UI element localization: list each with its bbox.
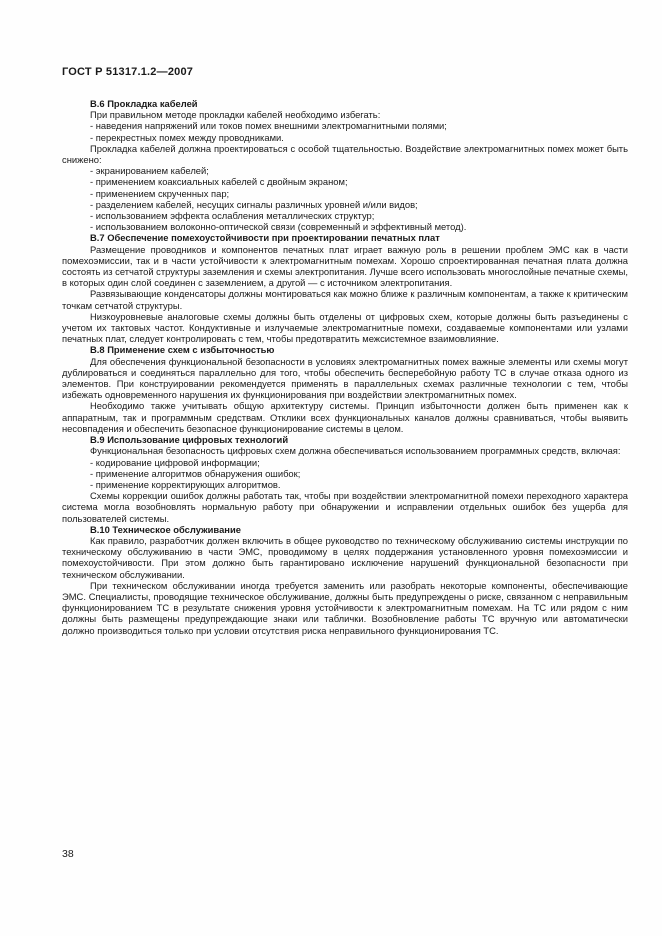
list-item: - применением скрученных пар; [90,187,230,199]
section-heading: B.8 Применение схем с избыточностью [90,344,275,356]
paragraph: Необходимо также учитывать общую архитектуру системы. Принцип избыточности должен быть применен как к аппаратным, так и программным средствам. Отклики всех функциональных каналов должны сравниваться, чтобы выявить несовпадения и обеспечить безопасное функционирование системы в целом. [62,400,628,434]
paragraph: Прокладка кабелей должна проектироваться с особой тщательностью. Воздействие электромагнитных помех может быть снижено: [62,142,628,166]
page-number: 38 [62,848,74,860]
section-heading: B.9 Использование цифровых технологий [90,434,289,446]
paragraph: Схемы коррекции ошибок должны работать так, чтобы при воздействии электромагнитной помехи переходного характера система могла возобновлять нормальную работу при обнаружении и исправлении отдельных ошибок без ущерба для пользователей системы. [62,490,628,524]
paragraph: При техническом обслуживании иногда требуется заменить или разобрать некоторые компоненты, обеспечивающие ЭМС. Специалисты, проводящие техническое обслуживание, должны быть предупреждены о риске, связанном с неправильным функционированием ТС в результате снижения уровня устойчивости к электромагнитным помехам. На ТС или рядом с ним должны быть размещены предупреждающие знаки или таблички. Возобновление работы ТС вручную или автоматически должно производиться только при условии отсутствия риска неправильного функционирования ТС. [62,579,628,636]
section-heading: B.6 Прокладка кабелей [90,98,198,109]
list-item: - наведения напряжений или токов помех внешними электромагнитными полями; [90,120,447,132]
paragraph: Как правило, разработчик должен включить в общее руководство по техническому обслуживанию системы инструкции по техническому обслуживанию в части ЭМС, проводимому в целях поддержания установленного уровня помехоэмиссии и помехоустойчивости. При этом должно быть гарантировано исключение нарушений функциональной безопасности при техническом обслуживании. [62,534,628,580]
document-body [62,98,628,636]
paragraph: Функциональная безопасность цифровых схем должна обеспечиваться использованием программных средств, включая: [90,445,621,457]
list-item: - использованием эффекта ослабления металлических структур; [90,210,375,222]
paragraph: При правильном методе прокладки кабелей необходимо избегать: [90,109,381,121]
section-heading: B.10 Техническое обслуживание [90,523,241,535]
section-heading: B.7 Обеспечение помехоустойчивости при проектировании печатных плат [90,232,440,244]
list-item: - применение алгоритмов обнаружения ошибок; [90,467,301,479]
list-item: - использованием волоконно-оптической связи (современный и эффективный метод). [90,221,467,233]
list-item: - применение корректирующих алгоритмов. [90,478,281,490]
paragraph: Низкоуровневые аналоговые схемы должны быть отделены от цифровых схем, которые должны быть разъединены с учетом их тактовых частот. Кондуктивные и излучаемые электромагнитные помехи, создаваемые компонентами или узлами печатных плат, следует контролировать с тем, чтобы предотвратить межсистемное взаимовлияние. [62,310,628,345]
paragraph: Для обеспечения функциональной безопасности в условиях электромагнитных помех важные элементы или схемы могут дублироваться и соединяться параллельно для того, чтобы обеспечить бесперебойную работу ТС в случае отказа одного из элементов. При конструировании рекомендуется применять в параллельных схемах различные технологии с тем, чтобы избежать одновременного нарушения их функционирования при воздействии электромагнитных помех. [62,355,628,401]
paragraph: Развязывающие конденсаторы должны монтироваться как можно ближе к различным компонентам, а также к критическим точкам сетчатой структуры. [62,288,628,311]
list-item: - кодирование цифровой информации; [90,456,260,468]
list-item: - перекрестных помех между проводниками. [90,131,284,143]
paragraph: Размещение проводников и компонентов печатных плат играет важную роль в решении проблем ЭМС как в части помехоэмиссии, так и в части устойчивости к электромагнитным помехам. Хорошо спроектированная печатная плата должна состоять из сетчатой структуры заземления и схемы электропитания. Лучше всего использовать многослойные печатные схемы, в которых один слой соединен с заземлением, а другой — с источником электропитания. [62,243,628,289]
list-item: - применением коаксиальных кабелей с двойным экраном; [90,176,348,188]
document-header: ГОСТ Р 51317.1.2—2007 [62,66,194,78]
list-item: - разделением кабелей, несущих сигналы различных уровней и/или видов; [90,198,418,210]
list-item: - экранированием кабелей; [90,165,209,177]
